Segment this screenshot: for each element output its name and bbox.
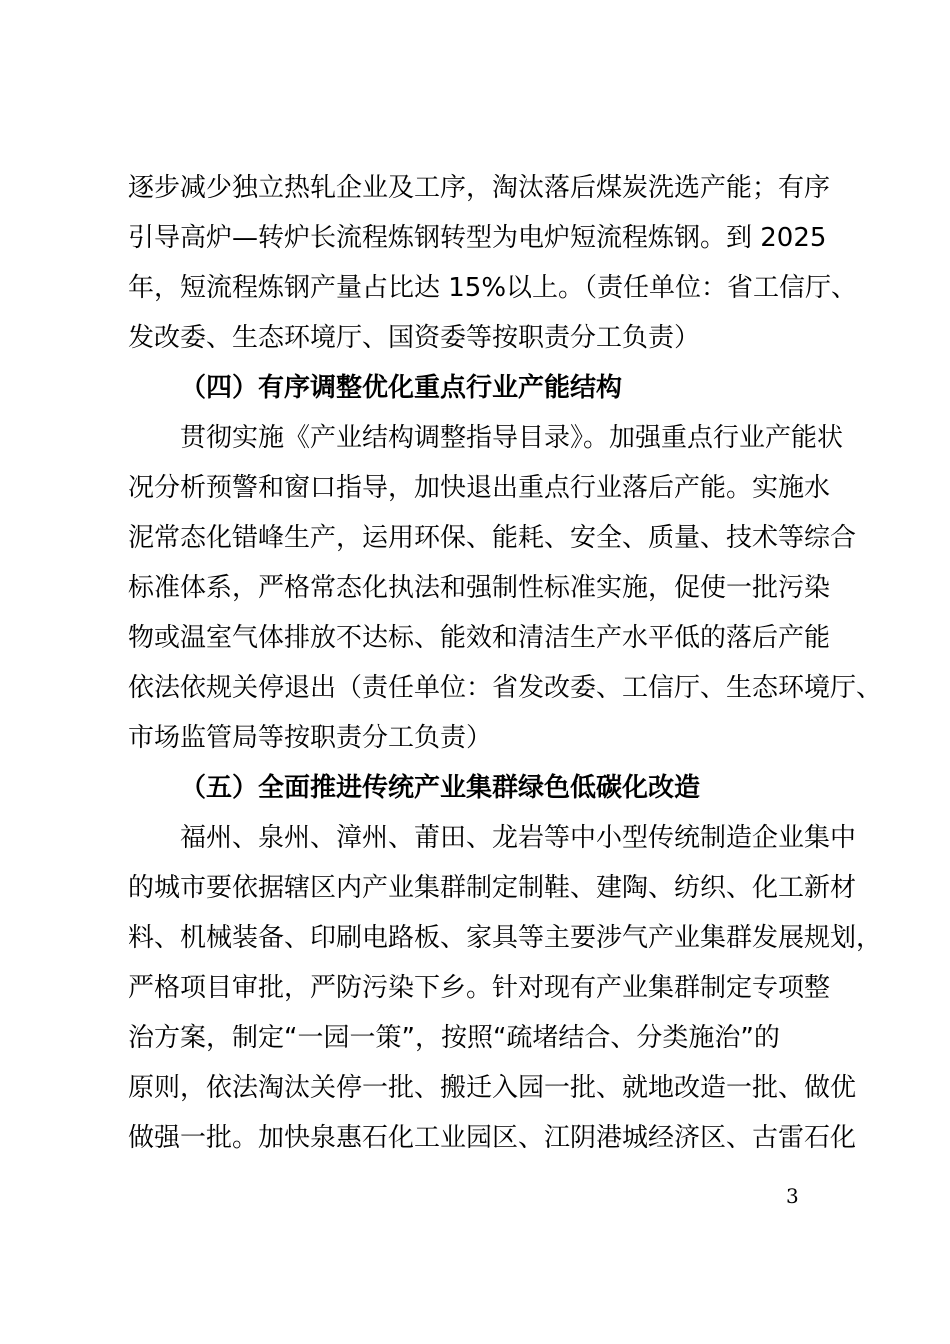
body-text-line: 做强一批。加快泉惠石化工业园区、江阴港城经济区、古雷石化 (128, 1123, 857, 1153)
body-text-line: 的城市要依据辖区内产业集群制定制鞋、建陶、纺织、化工新材 (128, 873, 857, 903)
body-text-line: 况分析预警和窗口指导，加快退出重点行业落后产能。实施水 (128, 473, 831, 503)
body-text-line: 依法依规关停退出（责任单位：省发改委、工信厅、生态环境厅、 (128, 673, 883, 703)
body-text-line: 标准体系，严格常态化执法和强制性标准实施，促使一批污染 (128, 573, 831, 603)
page-number: 3 (786, 1184, 799, 1208)
body-text-line: 治方案，制定“一园一策”，按照“疏堵结合、分类施治”的 (128, 1023, 780, 1053)
body-text-line: 逐步减少独立热轧企业及工序，淘汰落后煤炭洗选产能；有序 (128, 173, 831, 203)
body-text-line: 物或温室气体排放不达标、能效和清洁生产水平低的落后产能 (128, 623, 831, 653)
body-text-line: 年，短流程炼钢产量占比达 15%以上。（责任单位：省工信厅、 (128, 273, 858, 303)
section-heading-four: （四）有序调整优化重点行业产能结构 (180, 373, 623, 403)
section-heading-five: （五）全面推进传统产业集群绿色低碳化改造 (180, 773, 701, 803)
body-text-line: 原则，依法淘汰关停一批、搬迁入园一批、就地改造一批、做优 (128, 1073, 857, 1103)
body-text-line: 料、机械装备、印刷电路板、家具等主要涉气产业集群发展规划， (128, 923, 883, 953)
body-text-line: 泥常态化错峰生产，运用环保、能耗、安全、质量、技术等综合 (128, 523, 857, 553)
body-text-line: 市场监管局等按职责分工负责） (128, 723, 493, 753)
body-text-line: 严格项目审批，严防污染下乡。针对现有产业集群制定专项整 (128, 973, 831, 1003)
body-text-line: 发改委、生态环境厅、国资委等按职责分工负责） (128, 323, 701, 353)
body-text-line: 福州、泉州、漳州、莆田、龙岩等中小型传统制造企业集中 (180, 823, 857, 853)
body-text-line: 引导高炉—转炉长流程炼钢转型为电炉短流程炼钢。到 2025 (128, 223, 827, 253)
body-text-line: 贯彻实施《产业结构调整指导目录》。加强重点行业产能状 (180, 423, 844, 453)
